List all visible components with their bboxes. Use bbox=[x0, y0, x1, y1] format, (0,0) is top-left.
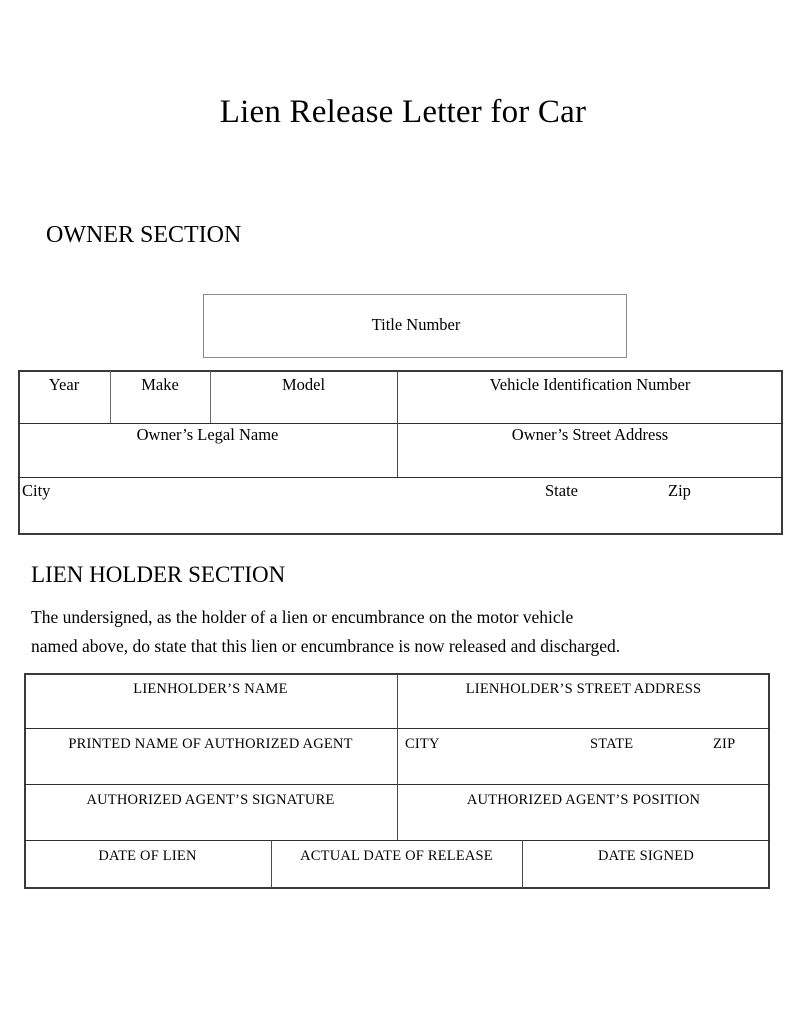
cell-lienholder-name: LIENHOLDER’S NAME bbox=[133, 681, 288, 697]
lien-statement-paragraph bbox=[31, 603, 731, 661]
lien-holder-section-heading: LIEN HOLDER SECTION bbox=[31, 562, 286, 587]
lien-statement-line-1: The undersigned, as the holder of a lien or encumbrance on the motor vehicle bbox=[31, 607, 574, 627]
cell-actual-date-of-release: ACTUAL DATE OF RELEASE bbox=[300, 848, 493, 864]
cell-model: Model bbox=[281, 375, 326, 394]
title-number-label: Title Number bbox=[371, 315, 461, 334]
title-number-box[interactable] bbox=[203, 294, 627, 358]
lien-statement-line-2: named above, do state that this lien or encumbrance is now released and discharged. bbox=[31, 636, 621, 656]
cell-vin: Vehicle Identification Number bbox=[489, 375, 691, 394]
cell-authorized-agent-position: AUTHORIZED AGENT’S POSITION bbox=[466, 792, 701, 808]
page-title: Lien Release Letter for Car bbox=[219, 94, 587, 130]
owner-table-rule-1 bbox=[18, 423, 783, 424]
cell-state: State bbox=[545, 481, 578, 500]
cell-zip: Zip bbox=[668, 481, 691, 500]
owner-table-rule-2 bbox=[18, 477, 783, 478]
cell-owner-street-address: Owner’s Street Address bbox=[511, 425, 669, 444]
cell-date-of-lien: DATE OF LIEN bbox=[98, 848, 197, 864]
owner-section-heading: OWNER SECTION bbox=[46, 222, 242, 248]
cell-lienholder-state: STATE bbox=[590, 736, 634, 752]
cell-make: Make bbox=[141, 375, 179, 394]
cell-authorized-agent-signature: AUTHORIZED AGENT’S SIGNATURE bbox=[86, 792, 335, 808]
cell-date-signed: DATE SIGNED bbox=[597, 848, 695, 864]
cell-owner-legal-name: Owner’s Legal Name bbox=[136, 425, 279, 444]
lienholder-table-rule-3 bbox=[24, 840, 770, 841]
cell-lienholder-street-address: LIENHOLDER’S STREET ADDRESS bbox=[465, 681, 702, 697]
cell-printed-name-authorized-agent: PRINTED NAME OF AUTHORIZED AGENT bbox=[68, 736, 353, 752]
cell-year: Year bbox=[48, 375, 80, 394]
cell-lienholder-zip: ZIP bbox=[713, 736, 736, 752]
cell-lienholder-city: CITY bbox=[405, 736, 440, 752]
cell-city: City bbox=[22, 481, 51, 500]
